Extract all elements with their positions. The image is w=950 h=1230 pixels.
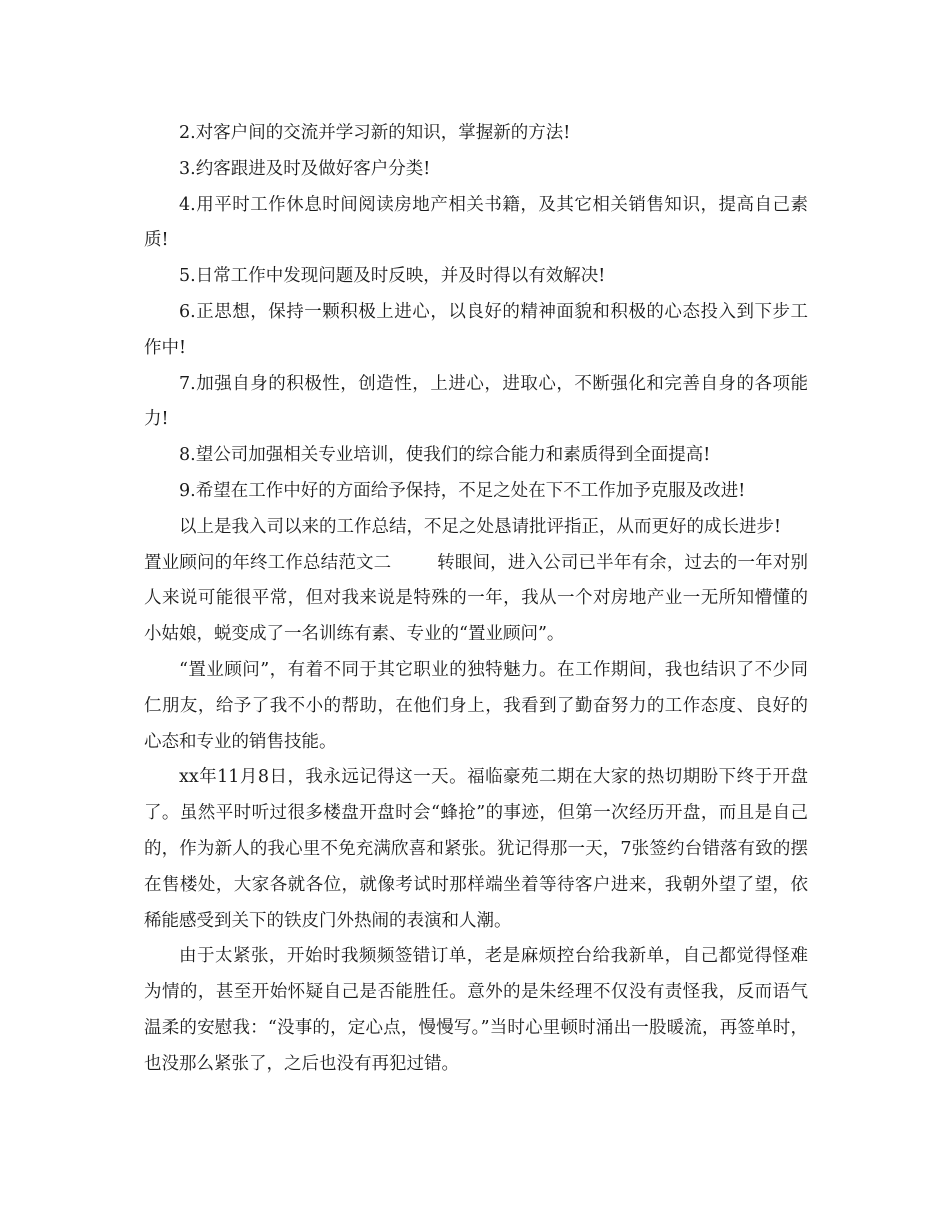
body-paragraph-2: xx年11月8日，我永远记得这一天。福临豪苑二期在大家的热切期盼下终于开盘了。虽然平时听过很多楼盘开盘时会“蜂抢”的事迹，但第一次经历开盘，而且是自己的，作为新人的我心里不免充满欣喜和紧张。犹记得那一天，7张签约台错落有致的摆在售楼处，大家各就各位，就像考试时那样端坐着等待客户进来，我朝外望了望，依稀能感受到关下的铁皮门外热闹的表演和人潮。: [144, 767, 808, 931]
title-gap: [391, 553, 437, 573]
list-item-2: 2.对客户间的交流并学习新的知识，掌握新的方法!: [179, 123, 571, 143]
body-paragraph-1: “置业顾问”，有着不同于其它职业的独特魅力。在工作期间，我也结识了不少同仁朋友，给予了我不小的帮助，在他们身上，我看到了勤奋努力的工作态度、良好的心态和专业的销售技能。: [144, 659, 808, 752]
list-item-7: 7.加强自身的积极性，创造性，上进心，进取心，不断强化和完善自身的各项能力!: [144, 373, 808, 430]
list-item-5: 5.日常工作中发现问题及时反映，并及时得以有效解决!: [179, 266, 606, 287]
list-item-9: 9.希望在工作中好的方面给予保持，不足之处在下不工作加予克服及改进!: [179, 480, 746, 501]
document-body: [144, 116, 808, 1083]
section-intro-paragraph: [144, 546, 808, 653]
section-title: 置业顾问的年终工作总结范文二: [144, 552, 392, 573]
list-item-4: 4.用平时工作休息时间阅读房地产相关书籍，及其它相关销售知识，提高自己素质!: [144, 194, 808, 251]
body-paragraph-3: 由于太紧张，开始时我频频签错订单，老是麻烦控台给我新单，自己都觉得怪难为情的，甚至开始怀疑自己是否能胜任。意外的是朱经理不仅没有责怪我，反而语气温柔的安慰我：“没事的，定心点，慢慢写。”当时心里顿时涌出一股暖流，再签单时，也没那么紧张了，之后也没有再犯过错。: [144, 946, 808, 1074]
section-intro-text: 转眼间，进入公司已半年有余，过去的一年对别人来说可能很平常，但对我来说是特殊的一年，我从一个对房地产业一无所知懵懂的小姑娘，蜕变成了一名训练有素、专业的“置业顾问”。: [144, 552, 808, 645]
list-item-3: 3.约客跟进及时及做好客户分类!: [179, 158, 431, 179]
list-item-6: 6.正思想，保持一颗积极上进心，以良好的精神面貌和积极的心态投入到下步工作中!: [144, 301, 808, 358]
conclusion-paragraph: 以上是我入司以来的工作总结，不足之处恳请批评指正，从而更好的成长进步!: [179, 516, 782, 537]
list-item-8: 8.望公司加强相关专业培训，使我们的综合能力和素质得到全面提高!: [179, 445, 711, 466]
